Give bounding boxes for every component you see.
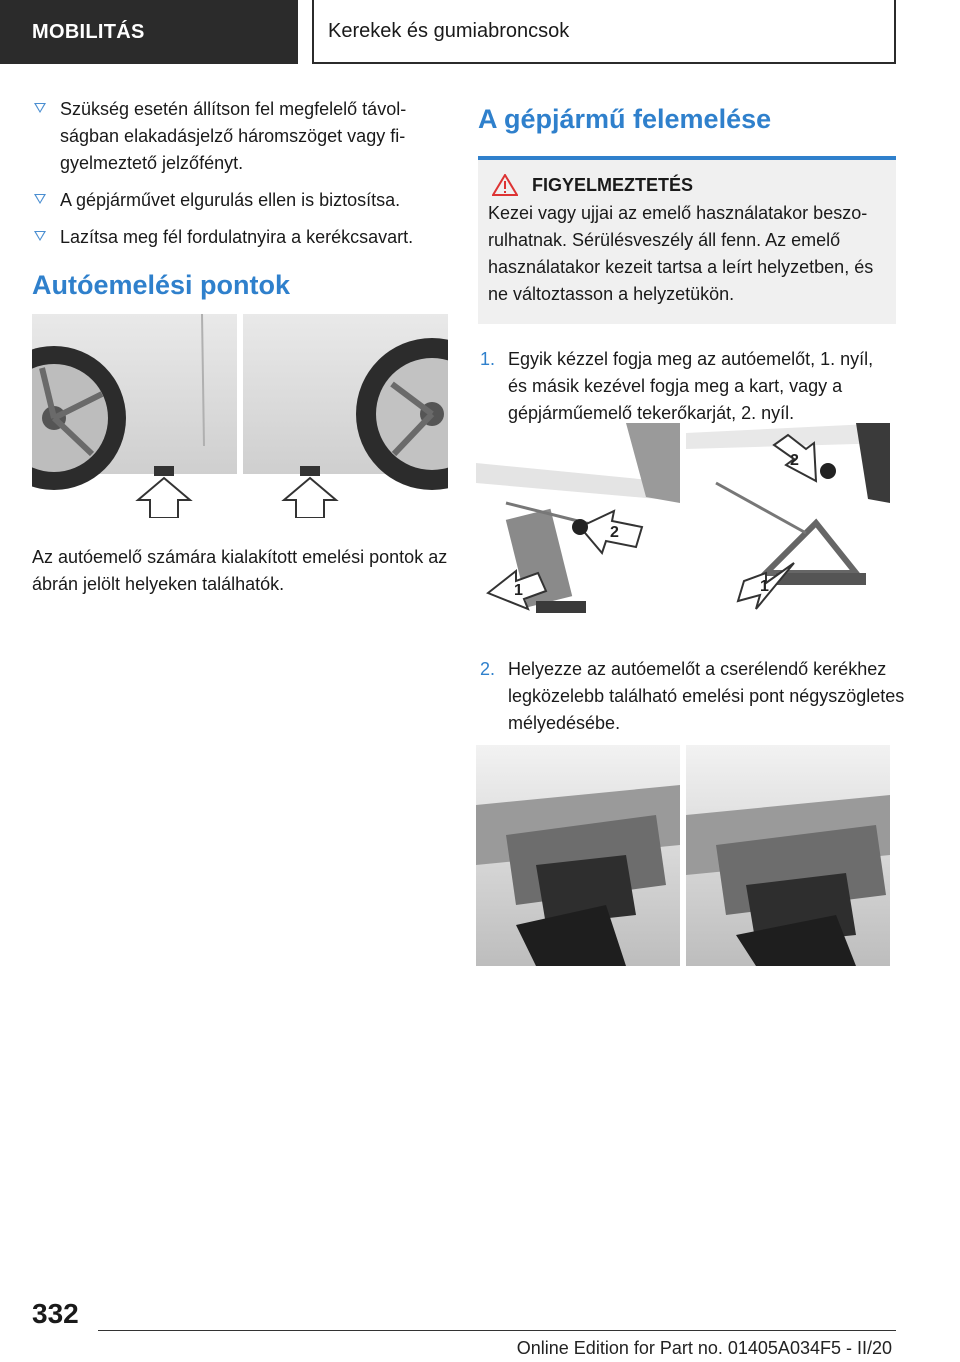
bullet-item <box>32 224 448 251</box>
bullet-triangle-icon <box>34 194 46 204</box>
left-column <box>32 96 448 261</box>
bullet-item <box>32 187 448 214</box>
chapter-title: MOBILITÁS <box>32 20 145 43</box>
bullet-item <box>32 96 448 177</box>
section-header <box>312 0 896 64</box>
warning-text: Kezei vagy ujjai az emelő használatakor beszorulhatnak. Sérülésveszély áll fenn. Az emelő használatakor kezeit tartsa a leírt helyzetben, és ne változtasson a helyzetükön. <box>488 203 874 304</box>
jack-handling-figure <box>476 423 890 619</box>
bullet-text: Szükség esetén állítson fel megfelelő távolságban elakadásjelző háromszöget vagy figyelmeztető jelzőfényt. <box>60 99 407 173</box>
figure-caption: Az autóemelő számára kialakított emelési pontok az ábrán jelölt helyeken találhatók. <box>32 547 448 594</box>
jacking-points-heading: Autóemelési pontok <box>32 270 291 300</box>
jack-placement-illustration <box>476 745 890 966</box>
chapter-tab <box>0 0 298 64</box>
lifting-heading: A gépjármű felemelése <box>478 104 772 134</box>
jack-placement-figure <box>476 745 890 966</box>
bullet-text: A gépjárművet elgurulás ellen is biztosítsa. <box>60 190 401 210</box>
step-number: 1. <box>480 349 496 369</box>
arrow-label: 1 <box>760 578 769 595</box>
step-text: Helyezze az autóemelőt a cserélendő kerékhez legközelebb található emelési pont négyszögletes mélyedésébe. <box>508 659 905 733</box>
warning-title-row <box>488 174 886 196</box>
edition-note: Online Edition for Part no. 01405A034F5 - II/20 <box>516 1338 892 1358</box>
step-item <box>478 656 926 737</box>
step-text: Egyik kézzel fogja meg az autóemelőt, 1. nyíl, és másik kezével fogja meg a kart, vagy a gépjárműemelő tekerőkarját, 2. nyíl. <box>508 349 874 423</box>
footer-divider <box>98 1330 896 1331</box>
bullet-triangle-icon <box>34 231 46 241</box>
page-number: 332 <box>32 1298 79 1329</box>
arrow-label: 2 <box>790 452 799 469</box>
bullet-text: Lazítsa meg fél fordulatnyira a kerékcsavart. <box>60 227 414 247</box>
jacking-points-illustration <box>32 314 448 518</box>
step-number: 2. <box>480 659 496 679</box>
warning-box <box>478 156 896 324</box>
arrow-label: 1 <box>514 582 523 599</box>
bullet-triangle-icon <box>34 103 46 113</box>
section-title: Kerekek és gumiabroncsok <box>328 19 570 42</box>
jack-handling-illustration <box>476 423 890 619</box>
warning-title: FIGYELMEZTETÉS <box>532 174 694 195</box>
jacking-points-figure <box>32 314 448 518</box>
arrow-label: 2 <box>610 524 619 541</box>
step-item <box>478 346 896 427</box>
warning-triangle-icon <box>492 174 518 196</box>
right-column <box>478 96 896 427</box>
